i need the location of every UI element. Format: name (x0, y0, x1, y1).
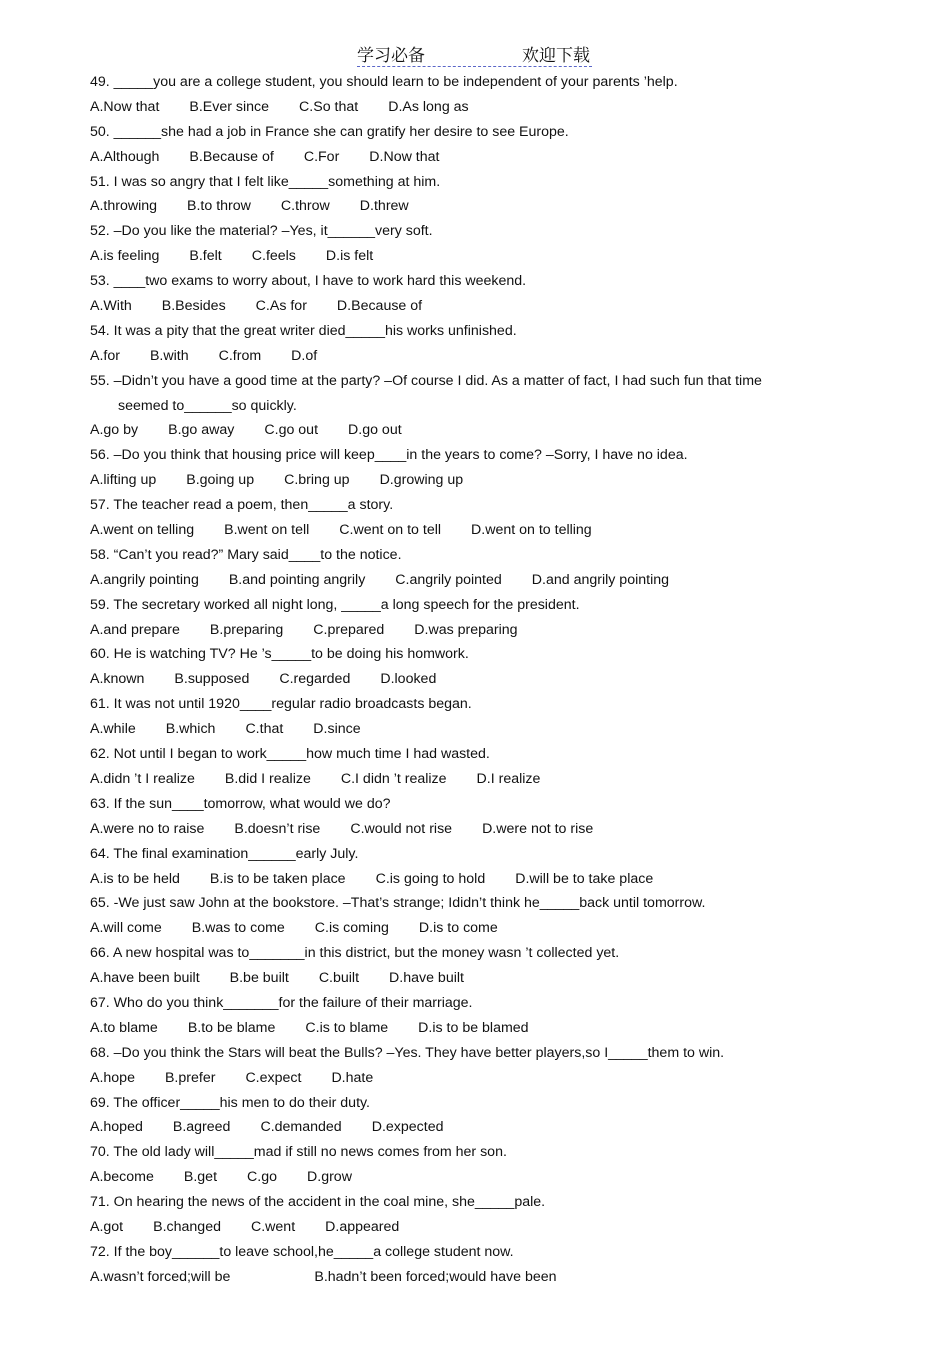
answer-option: C.go (247, 1169, 277, 1186)
answer-option: D.go out (348, 422, 402, 439)
answer-option: A.have been built (90, 970, 200, 987)
question-text: 52. –Do you like the material? –Yes, it______very soft. (90, 223, 433, 240)
answer-option: A.went on telling (90, 522, 195, 539)
options-row (90, 294, 890, 319)
answer-option: D.will be to take place (515, 870, 654, 887)
question-text: 72. If the boy______to leave school,he_____a college student now. (90, 1243, 514, 1260)
answer-option: B.did I realize (224, 770, 311, 787)
question-text: 56. –Do you think that housing price will keep____in the years to come? –Sorry, I have no idea. (90, 447, 688, 464)
answer-option: C.went on to tell (339, 522, 442, 539)
answer-option: D.looked (380, 671, 437, 688)
answer-option: C.would not rise (350, 820, 453, 837)
answer-option: A.is feeling (90, 248, 160, 265)
options-row (90, 966, 890, 991)
answer-option: A.were no to raise (90, 820, 205, 837)
answer-option: B.Besides (161, 298, 226, 315)
answer-option: D.Now that (369, 148, 440, 165)
question-text: 64. The final examination______early July. (90, 845, 359, 862)
question-text: 70. The old lady will_____mad if still no news comes from her son. (90, 1144, 507, 1161)
question-text: 71. On hearing the news of the accident in the coal mine, she_____pale. (90, 1194, 546, 1211)
options-row (90, 1165, 890, 1190)
answer-option: D.Because of (336, 298, 423, 315)
options-row (90, 418, 890, 443)
answer-option: B.went on tell (224, 522, 310, 539)
answer-option: D.was preparing (414, 621, 518, 638)
answer-option: C.For (303, 148, 340, 165)
header-right-text: 欢迎下载 (522, 46, 590, 66)
answer-option: B.felt (189, 248, 222, 265)
question-text: 49. _____you are a college student, you should learn to be independent of your parents ’help. (90, 74, 678, 90)
answer-option: D.is to be blamed (418, 1019, 529, 1036)
options-row (90, 568, 890, 593)
answer-option: D.As long as (388, 98, 469, 115)
question-text: 67. Who do you think_______for the failure of their marriage. (90, 994, 473, 1011)
answer-option: D.appeared (325, 1218, 400, 1235)
answer-option: C.from (218, 347, 262, 364)
question-text: 62. Not until I began to work_____how much time I had wasted. (90, 746, 490, 763)
answer-option: B.is to be taken place (209, 870, 346, 887)
answer-option: D.hate (331, 1069, 374, 1086)
answer-option: C.went (250, 1218, 296, 1235)
answer-option: C.As for (255, 298, 307, 315)
options-row (90, 618, 890, 643)
answer-option: C.throw (280, 198, 330, 215)
options-row (90, 1115, 890, 1140)
answer-option: B.to be blame (187, 1019, 276, 1036)
options-row (90, 145, 890, 170)
question-text: 68. –Do you think the Stars will beat the Bulls? –Yes. They have better players,so I_____them to win. (90, 1044, 725, 1061)
answer-option: A.and prepare (90, 621, 180, 638)
answer-option: B.changed (153, 1218, 221, 1235)
answer-option: D.threw (359, 198, 409, 215)
answer-option: C.go out (264, 422, 319, 439)
answer-option: A.go by (90, 422, 139, 439)
answer-option: A.Although (90, 148, 160, 165)
options-row (90, 717, 890, 742)
answer-option: A.throwing (90, 198, 158, 215)
question-text: 50. ______she had a job in France she can gratify her desire to see Europe. (90, 123, 569, 140)
answer-option: A.will come (90, 920, 162, 937)
answer-option: B.Because of (189, 148, 274, 165)
answer-option: B.preparing (209, 621, 284, 638)
answer-option: A.hope (90, 1069, 135, 1086)
options-row (90, 1016, 890, 1041)
answer-option: C.feels (251, 248, 296, 265)
answer-option: B.go away (168, 422, 235, 439)
answer-option: B.to throw (187, 198, 251, 215)
answer-option: C.is coming (314, 920, 389, 937)
header-left-text: 学习必备 (357, 46, 425, 66)
question-text: 57. The teacher read a poem, then_____a story. (90, 497, 394, 514)
options-row (90, 916, 890, 941)
answer-option: B.prefer (164, 1069, 216, 1086)
options-row (90, 1265, 890, 1290)
answer-option: A.become (90, 1169, 154, 1186)
options-row (90, 468, 890, 493)
options-row (90, 817, 890, 842)
question-text: 59. The secretary worked all night long, _____a long speech for the president. (90, 596, 580, 613)
answer-option: B.agreed (172, 1119, 231, 1136)
options-row (90, 518, 890, 543)
answer-option: A.to blame (90, 1019, 158, 1036)
question-text: 60. He is watching TV? He ’s_____to be doing his homwork. (90, 646, 469, 663)
answer-option: A.is to be held (90, 870, 180, 887)
answer-option: D.of (291, 347, 318, 364)
answer-option: A.hoped (90, 1119, 143, 1136)
answer-option: B.doesn’t rise (234, 820, 321, 837)
answer-option: B.which (165, 721, 216, 738)
answer-option: C.is going to hold (375, 870, 486, 887)
answer-option: C.built (318, 970, 360, 987)
answer-option: C.I didn ’t realize (340, 770, 447, 787)
answer-option: B.with (149, 347, 189, 364)
question-text: 53. ____two exams to worry about, I have to work hard this weekend. (90, 273, 527, 290)
options-row (90, 194, 890, 219)
answer-option: C.angrily pointed (395, 571, 502, 588)
options-row (90, 95, 890, 120)
answer-option: D.were not to rise (482, 820, 594, 837)
question-text-continued: seemed to______so quickly. (118, 397, 297, 414)
answer-option: C.that (245, 721, 284, 738)
answer-option: B.hadn’t been forced;would have been (314, 1268, 557, 1285)
answer-option: B.going up (186, 472, 255, 489)
answer-option: C.prepared (313, 621, 385, 638)
answer-option: C.bring up (284, 472, 350, 489)
answer-option: D.went on to telling (471, 522, 592, 539)
options-row (90, 767, 890, 792)
options-row (90, 867, 890, 892)
answer-option: A.got (90, 1218, 124, 1235)
answer-option: A.wasn’t forced;will be (90, 1268, 231, 1285)
answer-option: A.Now that (90, 98, 160, 115)
answer-option: B.was to come (191, 920, 285, 937)
question-text: 58. “Can’t you read?” Mary said____to the notice. (90, 546, 402, 563)
answer-option: B.and pointing angrily (228, 571, 366, 588)
answer-option: C.expect (245, 1069, 302, 1086)
answer-option: A.didn ’t I realize (90, 770, 195, 787)
answer-option: A.for (90, 347, 120, 364)
answer-option: D.growing up (379, 472, 464, 489)
answer-option: D.is to come (418, 920, 498, 937)
question-list (90, 70, 890, 1290)
answer-option: C.regarded (279, 671, 351, 688)
question-text: 65. -We just saw John at the bookstore. –That’s strange; Ididn’t think he_____back until tomorrow. (90, 895, 706, 912)
answer-option: B.supposed (174, 671, 250, 688)
options-row (90, 1215, 890, 1240)
answer-option: B.be built (229, 970, 289, 987)
question-text: 61. It was not until 1920____regular radio broadcasts began. (90, 696, 472, 713)
question-text: 55. –Didn’t you have a good time at the party? –Of course I did. As a matter of fact, I had such fun that time (90, 372, 762, 389)
answer-option: C.demanded (260, 1119, 342, 1136)
question-text: 51. I was so angry that I felt like_____something at him. (90, 173, 441, 190)
answer-option: C.is to blame (305, 1019, 389, 1036)
answer-option: D.and angrily pointing (531, 571, 669, 588)
answer-option: B.Ever since (189, 98, 270, 115)
options-row (90, 1066, 890, 1091)
answer-option: D.since (313, 721, 361, 738)
question-text: 54. It was a pity that the great writer died_____his works unfinished. (90, 322, 517, 339)
options-row (90, 244, 890, 269)
answer-option: A.angrily pointing (90, 571, 199, 588)
question-text: 66. A new hospital was to_______in this district, but the money wasn ’t collected yet. (90, 945, 620, 962)
answer-option: A.lifting up (90, 472, 157, 489)
question-text: 63. If the sun____tomorrow, what would we do? (90, 795, 391, 812)
answer-option: B.get (183, 1169, 218, 1186)
answer-option: A.With (90, 298, 132, 315)
answer-option: D.have built (389, 970, 464, 987)
page-header (357, 40, 592, 67)
answer-option: D.grow (307, 1169, 352, 1186)
question-text: 69. The officer_____his men to do their duty. (90, 1094, 370, 1111)
answer-option: D.I realize (476, 770, 541, 787)
answer-option: D.expected (371, 1119, 444, 1136)
answer-option: C.So that (299, 98, 359, 115)
answer-option: D.is felt (325, 248, 374, 265)
options-row (90, 344, 890, 369)
options-row (90, 667, 890, 692)
answer-option: A.while (90, 721, 136, 738)
answer-option: A.known (90, 671, 145, 688)
